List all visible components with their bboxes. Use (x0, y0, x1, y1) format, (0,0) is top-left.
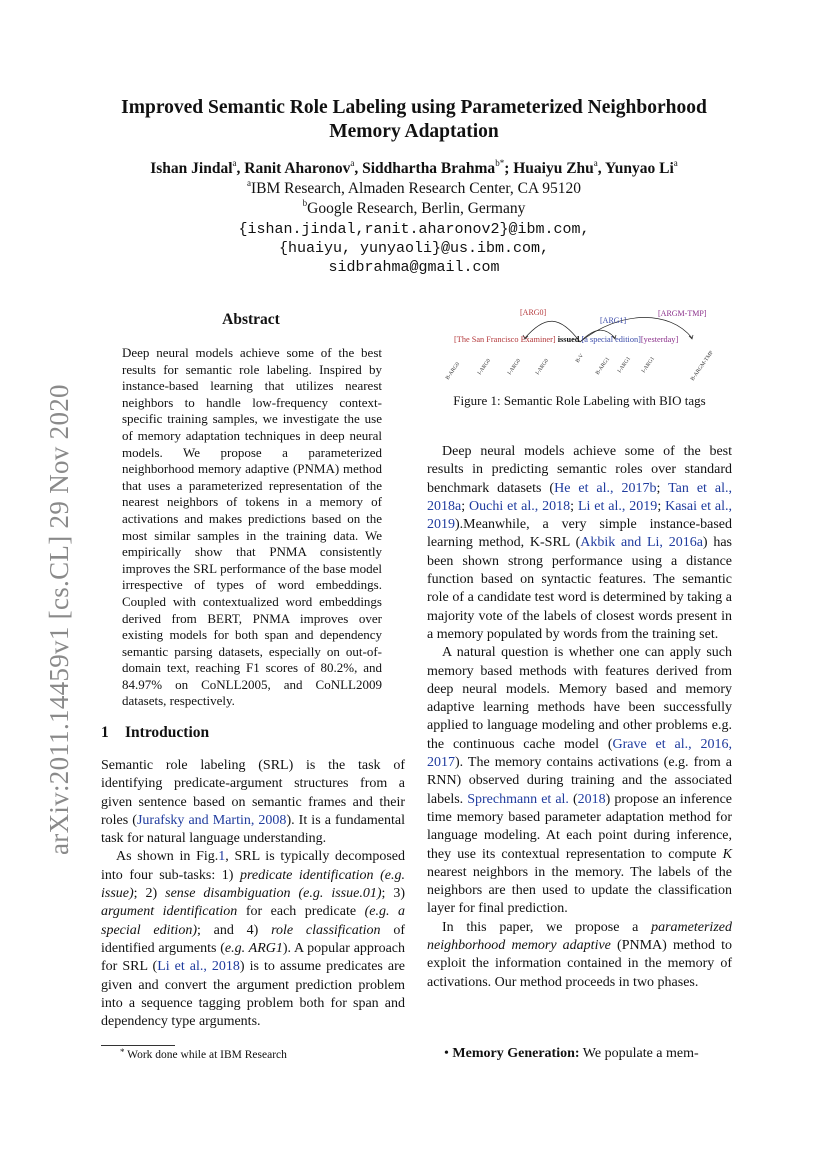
paragraph: Semantic role labeling (SRL) is the task of identifying predicate-argument structures from a given sentence based on semantic frames and their roles (Jurafsky and Martin, 2008). It is a fundamental task for natural language understanding. (101, 758, 405, 847)
left-column-body (101, 757, 405, 1031)
affiliation-b: $^b$Google Research, Berlin, Germany (302, 198, 526, 217)
bio-tag: B-V (574, 352, 586, 365)
author: Siddhartha Brahma (362, 160, 496, 177)
arg1-span: [a special edition] (581, 335, 641, 344)
bio-tag: B-ARG0 (444, 361, 462, 382)
bio-tag: I-ARG0 (506, 357, 522, 377)
citation-link[interactable]: Kasai et al., 2019 (427, 498, 732, 533)
citation-link[interactable]: Li et al., 2019 (577, 498, 658, 514)
citation-link[interactable]: Jurafsky and Martin, 2008 (136, 812, 287, 828)
bio-tag: B-ARG1 (594, 356, 612, 377)
author: Yunyao Li (604, 160, 674, 177)
citation-link[interactable]: Akbik and Li, 2016a (580, 535, 703, 551)
bio-tag: I-ARG1 (640, 355, 656, 375)
citation-link[interactable]: Tan et al., 2018a (427, 480, 732, 514)
paragraph: As shown in Fig.1, SRL is typically decomposed into four sub-tasks: 1) predicate identification (e.g. issue); 2) sense disambiguation (e.g. issue.01); 3) argument identification for each predicate (e.g. a special edition); and 4) role classification of identified arguments (e.g. ARG1). A popular approach for SRL (Li et al., 2018) is to assume predicates are given and convert the argument prediction problem into a sequence tagging problem both for span and dependency type arguments. (101, 849, 406, 1030)
author: Ranit Aharonov (244, 160, 351, 177)
paragraph: In this paper, we propose a parameterized neighborhood memory adaptive (PNMA) method to exploit the information contained in the memory of activations. Our method proceeds in two phases. (427, 919, 732, 990)
author: Huaiyu Zhu (513, 160, 594, 177)
right-column-body (427, 443, 732, 992)
argm-span: [yesterday] (640, 335, 679, 344)
predicate: issued (557, 335, 580, 344)
citation-link[interactable]: Ouchi et al., 2018 (469, 498, 571, 514)
footnote: * Work done while at IBM Research (120, 1047, 287, 1061)
figure-link[interactable]: 1 (218, 849, 226, 865)
affiliation-a: $^a$IBM Research, Almaden Research Center, CA 95120 (247, 178, 581, 197)
paper-title: Improved Semantic Role Labeling using Parameterized Neighborhood Memory Adaptation (121, 97, 707, 142)
paragraph: Deep neural models achieve some of the best results in predicting semantic roles over standard benchmark datasets (He et al., 2017b; Tan et al., 2018a; Ouchi et al., 2018; Li et al., 2019; Kasai et al., 2019).Meanwhile, a very simple instance-based learning method, K-SRL (Akbik and Li, 2016a) has been shown strong performance using a distance function based on syntactic features. The semantic role of a candidate test word is determined by taking a majority vote of the labels of closest words present in a memory populated by words from the training set. (427, 444, 733, 642)
citation-link[interactable]: Grave et al., 2016, 2017 (427, 736, 732, 771)
arxiv-identifier: arXiv:2011.14459v1 [cs.CL] 29 Nov 2020 (44, 384, 74, 855)
svg-text:[The San Francisco Examiner] (454, 335, 678, 344)
arg-label: [ARG1] (600, 316, 627, 325)
arg-label: [ARG0] (520, 308, 547, 317)
email-line: {huaiyu, yunyaoli}@us.ibm.com, (278, 240, 550, 257)
arg-label: [ARGM-TMP] (658, 309, 707, 318)
citation-link[interactable]: Sprechmann et al. (467, 791, 569, 807)
email-line: {ishan.jindal,ranit.aharonov2}@ibm.com, (238, 221, 590, 238)
bullet-item: • Memory Generation: We populate a mem- (444, 1046, 699, 1061)
bio-tag: I-ARG0 (534, 357, 550, 377)
email-line: sidbrahma@gmail.com (328, 259, 500, 276)
abstract-text: Deep neural models achieve some of the best results for semantic role labeling. Inspired by instance-based learning that utilizes nearest neighbors to handle low-frequency context-specific training samples, we investigate the use of memory adaptation techniques in deep neural models. We propose a parameterized neighborhood memory adaptive (PNMA) method that uses a parameterized representation of the nearest neighbors of tokens in a memory of activations and makes predictions based on the most similar samples in the training data. We empirically show that PNMA consistently improves the SRL performance of the base model irrespective of types of word embeddings. Coupled with contextualized word embeddings derived from BERT, PNMA improves over existing models for both span and dependency semantic parsing datasets, especially on out-of-domain text, reaching F1 scores of 80.2%, and 84.97% on CoNLL2005, and CoNLL2009 datasets, respectively. (122, 345, 382, 709)
abstract-heading: Abstract (222, 311, 280, 328)
srl-figure (430, 305, 730, 385)
citation-link[interactable]: Li et al., 2018 (157, 959, 240, 975)
bio-tag: I-ARG1 (616, 355, 632, 375)
author: Ishan Jindal (150, 160, 233, 177)
bio-tag: I-ARG0 (476, 357, 492, 377)
figure-caption: Figure 1: Semantic Role Labeling with BIO tags (453, 393, 706, 408)
bio-tag: B-ARGM-TMP (689, 349, 715, 383)
section-heading: 1 Introduction (101, 724, 210, 741)
citation-link[interactable]: 2018 (577, 791, 606, 807)
footnote-rule (101, 1045, 175, 1046)
author-list: Ishan Jindal$^a$, Ranit Aharonov$^a$, Siddhartha Brahma$^{b*}$; Huaiyu Zhu$^a$, Yunyao Li$^a$ (150, 158, 678, 177)
paragraph: A natural question is whether one can apply such memory based methods with features derived from deep neural models. Memory based and memory adaptive learning methods have been successfully applied to language modeling and other problems e.g. the continuous cache model (Grave et al., 2016, 2017). The memory contains activations (e.g. from a RNN) observed during training and the associated labels. Sprechmann et al. (2018) propose an inference time memory based parameter adaptation method for language modeling. At each point during inference, they use its contextual representation to compute K nearest neighbors in the memory. The labels of the neighbors are then used to update the classification layer for final prediction. (427, 645, 732, 917)
arg0-span: [The San Francisco Examiner] (454, 335, 556, 344)
citation-link[interactable]: He et al., 2017b (554, 480, 657, 496)
